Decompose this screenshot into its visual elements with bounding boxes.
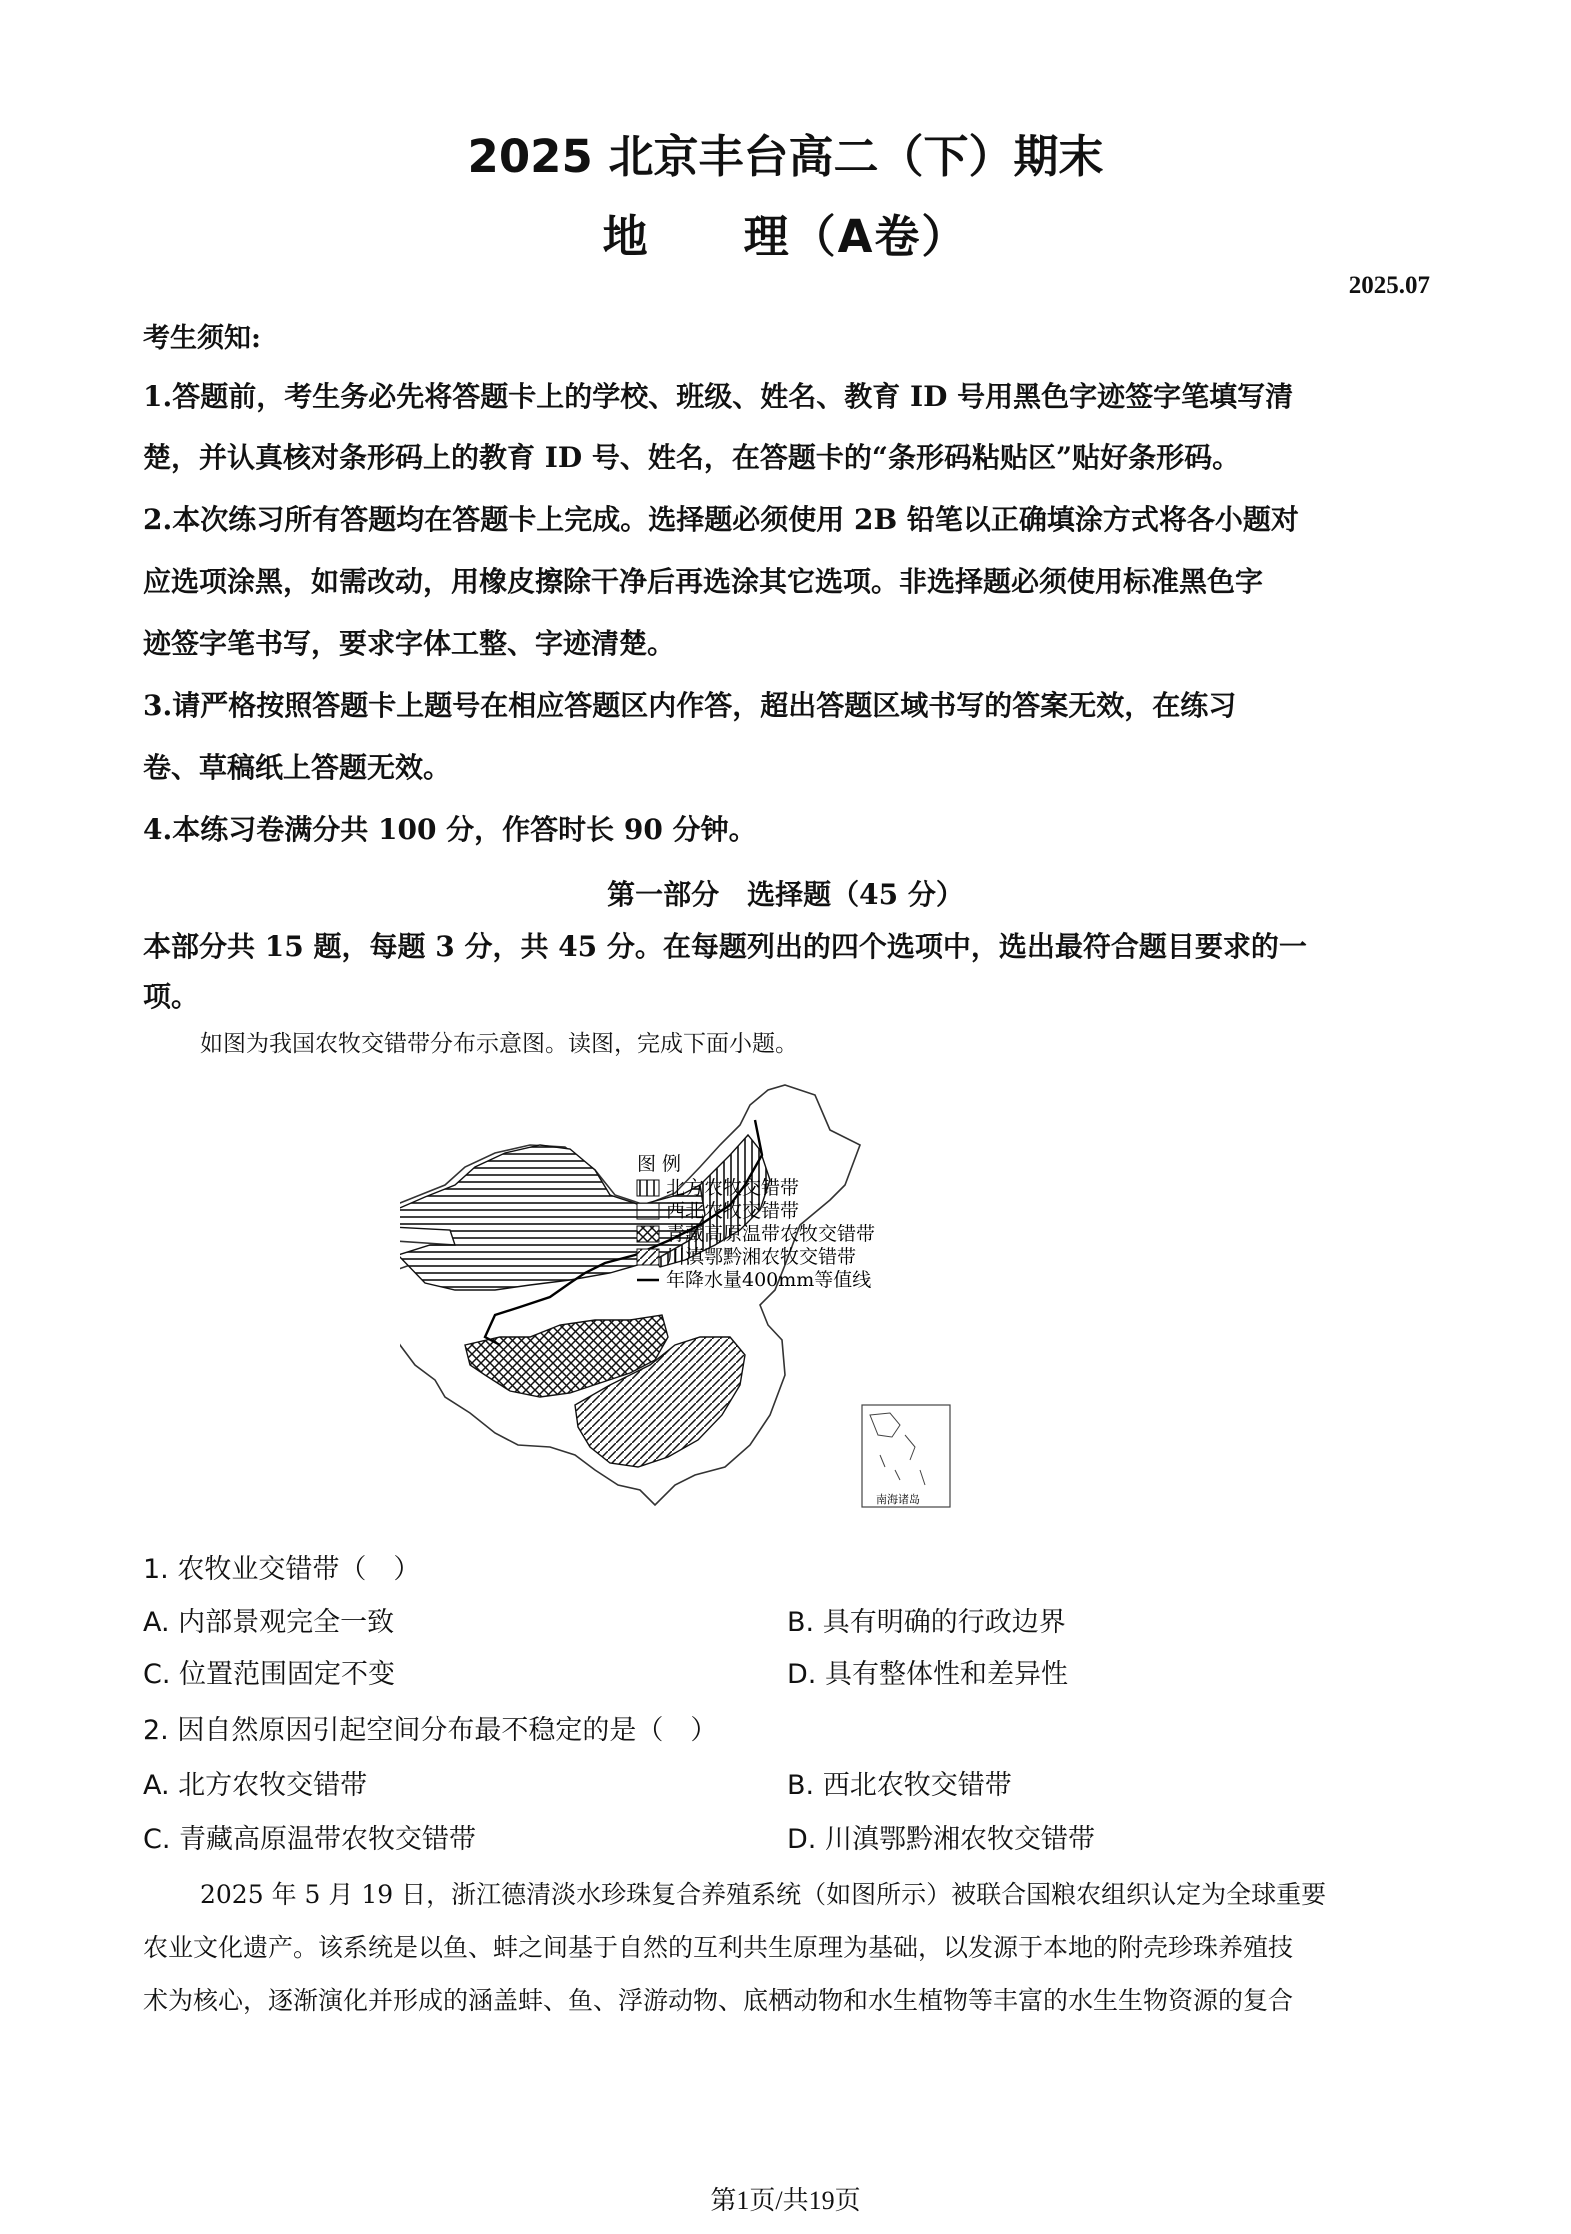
farming-pastoral-map bbox=[400, 1075, 1200, 1535]
question-2-option-b: B. 西北农牧交错带 bbox=[787, 1770, 1012, 1801]
notice-line-8: 4.本练习卷满分共 100 分，作答时长 90 分钟。 bbox=[143, 813, 757, 846]
section-title: 第一部分 选择题（45 分） bbox=[607, 878, 964, 911]
legend-swatch-north bbox=[637, 1180, 659, 1196]
exam-title: 2025 北京丰台高二（下）期末 bbox=[467, 130, 1104, 183]
page-footer: 第1页/共19页 bbox=[710, 2186, 861, 2215]
question-1-option-a: A. 内部景观完全一致 bbox=[143, 1607, 395, 1638]
passage-line-1: 2025 年 5 月 19 日，浙江德清淡水珍珠复合养殖系统（如图所示）被联合国粮农组织认定为全球重要 bbox=[200, 1880, 1327, 1909]
legend-southwest: 川滇鄂黔湘农牧交错带 bbox=[666, 1246, 857, 1268]
legend-swatch-northwest bbox=[637, 1203, 659, 1219]
notice-line-6: 3.请严格按照答题卡上题号在相应答题区内作答，超出答题区域书写的答案无效，在练习 bbox=[143, 689, 1237, 722]
notice-line-1: 1.答题前，考生务必先将答题卡上的学校、班级、姓名、教育 ID 号用黑色字迹签字笔填写清 bbox=[143, 380, 1294, 413]
passage-line-2: 农业文化遗产。该系统是以鱼、蚌之间基于自然的互利共生原理为基础，以发源于本地的附壳珍珠养殖技 bbox=[143, 1933, 1294, 1962]
question-2-stem: 2. 因自然原因引起空间分布最不稳定的是（ ） bbox=[143, 1715, 718, 1746]
legend-swatch-tibet bbox=[637, 1226, 659, 1242]
question-1-option-d: D. 具有整体性和差异性 bbox=[787, 1659, 1068, 1690]
question-1-option-c: C. 位置范围固定不变 bbox=[143, 1659, 396, 1690]
question-1-option-b: B. 具有明确的行政边界 bbox=[787, 1607, 1066, 1638]
legend-swatch-southwest bbox=[637, 1249, 659, 1265]
question-2-option-c: C. 青藏高原温带农牧交错带 bbox=[143, 1824, 477, 1855]
question-2-option-d: D. 川滇鄂黔湘农牧交错带 bbox=[787, 1824, 1095, 1855]
exam-date: 2025.07 bbox=[1348, 272, 1430, 299]
notice-line-5: 迹签字笔书写，要求字体工整、字迹清楚。 bbox=[143, 627, 676, 660]
section-intro-line-1: 本部分共 15 题，每题 3 分，共 45 分。在每题列出的四个选项中，选出最符合题目要求的一 bbox=[143, 930, 1307, 963]
notice-line-2: 楚，并认真核对条形码上的教育 ID 号、姓名，在答题卡的“条形码粘贴区”贴好条形码。 bbox=[143, 441, 1241, 474]
map-intro: 如图为我国农牧交错带分布示意图。读图，完成下面小题。 bbox=[200, 1031, 798, 1057]
notice-line-3: 2.本次练习所有答题均在答题卡上完成。选择题必须使用 2B 铅笔以正确填涂方式将各小题对 bbox=[143, 503, 1299, 536]
question-2-option-a: A. 北方农牧交错带 bbox=[143, 1770, 368, 1801]
legend-north: 北方农牧交错带 bbox=[666, 1177, 800, 1199]
notice-line-7: 卷、草稿纸上答题无效。 bbox=[143, 751, 452, 784]
passage-line-3: 术为核心，逐渐演化并形成的涵盖蚌、鱼、浮游动物、底栖动物和水生植物等丰富的水生生物资源的复合 bbox=[143, 1986, 1294, 2015]
inset-label: 南海诸岛 bbox=[876, 1493, 920, 1506]
notice-heading: 考生须知: bbox=[143, 323, 261, 354]
south-china-sea-inset bbox=[862, 1405, 950, 1507]
legend-title: 图 例 bbox=[637, 1153, 682, 1175]
legend-tibet: 青藏高原温带农牧交错带 bbox=[666, 1223, 876, 1245]
question-1-stem: 1. 农牧业交错带（ ） bbox=[143, 1554, 421, 1585]
notice-line-4: 应选项涂黑，如需改动，用橡皮擦除干净后再选涂其它选项。非选择题必须使用标准黑色字 bbox=[143, 565, 1264, 598]
legend-northwest: 西北农牧交错带 bbox=[666, 1200, 800, 1222]
legend-isohyet: 年降水量400mm等值线 bbox=[666, 1269, 872, 1291]
section-intro-line-2: 项。 bbox=[143, 980, 200, 1013]
exam-subject: 地 理（A卷） bbox=[602, 210, 969, 263]
